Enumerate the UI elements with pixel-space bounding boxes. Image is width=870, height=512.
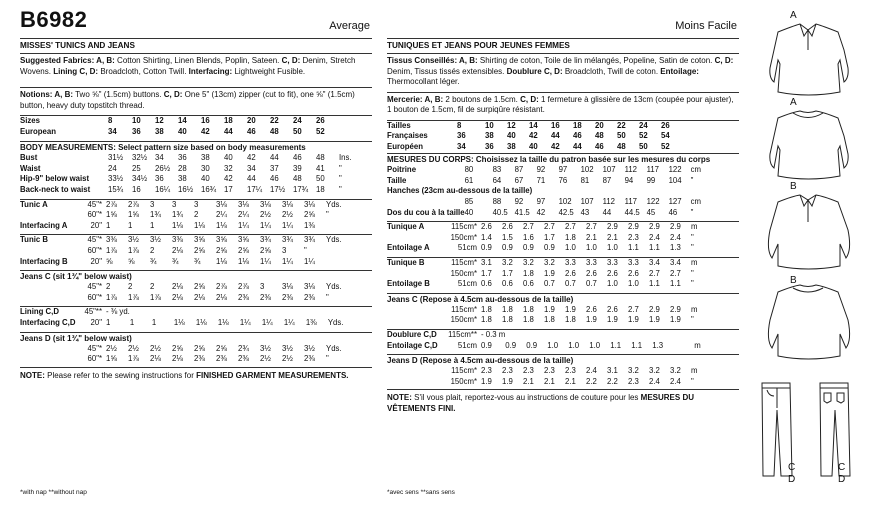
header: [20, 0, 372, 38]
garment-drawings: [748, 0, 870, 510]
fabrics-text: Suggested Fabrics: A, B: Cotton Shirting, Linen Blends, Poplin, Sateen. C, D: Denim, Stretch Wovens. Lining C, D: Broadcloth, Cotton Twill. Interfacing: Lightweight Fusible.: [20, 56, 356, 76]
yardage-row: Tunique A 115cm* 2.6 2.6 2.7 2.7 2.7 2.7 2.9 2.9 2.9 2.9 m: [387, 222, 698, 232]
yardage-row: 150cm* 1.4 1.5 1.6 1.7 1.8 2.1 2.1 2.3 2.4 2.4 ": [450, 232, 694, 242]
yardage-row: 150cm* 1.9 1.9 2.1 2.1 2.1 2.2 2.2 2.3 2.4 2.4 ": [450, 376, 694, 386]
body-row: Bust 31½ 32½ 34 36 38 40 42 44 46 48 Ins.: [20, 153, 352, 163]
view-label-c-back: C: [838, 462, 846, 473]
jeans-back-drawing: [820, 383, 850, 476]
view-label-a-front: A: [790, 10, 797, 21]
body-measurements-heading-fr: MESURES DU CORPS: Choisissez la taille du patron basée sur les mesures du corps: [387, 155, 711, 165]
yardage-row: 60"* 1⅝ 1⅝ 1¾ 1¾ 2 2¼ 2¼ 2½ 2½ 2⅝ ": [87, 210, 329, 220]
body-row: Back-neck to waist 15¾ 16 16¼ 16½ 16¾ 17 17¼ 17½ 17¾ 18 ": [20, 184, 342, 194]
francaises-row: Françaises 36 38 40 42 44 46 48 50 52 54: [387, 131, 670, 141]
yardage-table: [387, 330, 708, 351]
body-measurements-table: [20, 153, 359, 195]
tunic-a-back-drawing: [770, 111, 848, 179]
yardage-table: [387, 305, 705, 326]
body-row: Hip-9" below waist 33½ 34½ 36 38 40 42 44 46 48 50 ": [20, 174, 342, 184]
yardage-group-heading: Jeans D (Repose à 4.5cm au-dessous de la taille): [387, 356, 574, 366]
body-row: 85 88 92 97 102 107 112 117 122 127 cm: [464, 197, 701, 207]
difficulty-label: Average: [329, 20, 370, 32]
body-measurements-heading: BODY MEASUREMENTS: Select pattern size based on body measurements: [20, 143, 306, 153]
section-title-fr: TUNIQUES ET JEANS POUR JEUNES FEMMES: [387, 41, 570, 50]
view-label-d-front: D: [788, 474, 796, 485]
body-row: Dos du cou à la taille 40 40.5 41.5 42 42.5 43 44 44.5 45 46 ": [387, 207, 694, 217]
view-label-b-front: B: [790, 181, 797, 192]
footnote-fr: *avec sens **sans sens: [387, 489, 455, 496]
body-row: Taille 61 64 67 71 76 81 87 94 99 104 ": [387, 175, 694, 185]
garment-illustrations: [748, 0, 870, 510]
yardage-table: [20, 282, 350, 303]
body-row: Hanches (23cm au-dessous de la taille): [387, 186, 533, 196]
yardage-row: Interfacing C,D 20" 1 1 1 1⅛ 1⅛ 1⅛ 1¼ 1¼ 1¼ 1⅜ Yds.: [20, 317, 344, 327]
notions-text: Notions: A, B: Two ⅝" (1.5cm) buttons. C, D: One 5" (13cm) zipper (cut to fit), one ⅝" (1.5cm) button, heavy duty topstitch thread.: [20, 90, 355, 110]
yardage-section: [20, 199, 372, 365]
yardage-table: [20, 200, 350, 232]
note-text: NOTE: Please refer to the sewing instructions for FINISHED GARMENT MEASUREMENTS.: [20, 370, 349, 380]
yardage-section-fr: [387, 221, 739, 387]
yardage-row: Doublure C,D 115cm** - 0.3 m: [387, 330, 506, 339]
yardage-row: 115cm* 2.3 2.3 2.3 2.3 2.3 2.4 3.1 3.2 3.2 3.2 m: [451, 366, 698, 376]
yardage-row: 115cm* 1.8 1.8 1.8 1.9 1.9 2.6 2.6 2.7 2.9 2.9 m: [451, 304, 698, 314]
yardage-table: [387, 222, 705, 254]
yardage-row: Tunic B 45"* 3⅜ 3½ 3½ 3⅜ 3⅝ 3⅝ 3⅝ 3¾ 3¾ 3¾ Yds.: [20, 235, 342, 245]
pattern-number: B6982: [20, 7, 88, 32]
yardage-table: [20, 307, 352, 328]
yardage-row: Entoilage C,D 51cm 0.9 0.9 0.9 1.0 1.0 1.0 1.1 1.1 1.3 m: [387, 340, 701, 350]
yardage-row: 45"* 2½ 2½ 2½ 2⅝ 2⅝ 2⅝ 2¾ 3½ 3½ 3½ Yds.: [87, 343, 342, 353]
yardage-table: [20, 344, 350, 365]
yardage-row: 60"* 1⅞ 1⅞ 1⅞ 2⅛ 2⅛ 2⅛ 2⅜ 2⅜ 2⅜ 2⅜ ": [87, 292, 329, 302]
yardage-table: [20, 235, 350, 267]
yardage-group-heading: Jeans C (Repose à 4.5cm au-dessous de la taille): [387, 294, 574, 304]
yardage-row: Tunic A 45"* 2⅞ 2⅞ 3 3 3 3⅛ 3⅛ 3⅛ 3⅛ 3⅛ Yds.: [20, 199, 342, 209]
sizes-row: Tailles 8 10 12 14 16 18 20 22 24 26: [387, 120, 670, 130]
yardage-row: 60"* 1⅞ 1⅞ 2 2⅛ 2⅝ 2⅝ 2⅝ 2⅝ 3 ": [87, 245, 307, 255]
yardage-group-heading: Jeans C (sit 1¾" below waist): [20, 272, 132, 282]
yardage-row: 60"* 1⅝ 1⅞ 2⅛ 2⅛ 2⅜ 2⅜ 2⅜ 2½ 2½ 2⅜ ": [87, 354, 329, 364]
yardage-row: 150cm* 1.8 1.8 1.8 1.8 1.8 1.9 1.9 1.9 1.9 1.9 ": [450, 315, 694, 325]
english-column: [20, 0, 372, 381]
european-row: European 34 36 38 40 42 44 46 48 50 52: [20, 126, 325, 136]
yardage-row: Lining C,D 45"** - ⅜ yd.: [20, 307, 130, 317]
yardage-row: Interfacing A 20" 1 1 1 1⅛ 1⅛ 1⅛ 1¼ 1¼ 1¼ 1⅜: [20, 220, 315, 230]
yardage-row: Entoilage B 51cm 0.6 0.6 0.6 0.7 0.7 0.7 1.0 1.0 1.1 1.1 ": [387, 279, 694, 289]
yardage-table: [387, 258, 705, 290]
tunic-b-front-drawing: [768, 195, 849, 269]
section-title: MISSES' TUNICS AND JEANS: [20, 41, 135, 50]
fabrics-text-fr: Tissus Conseillés: A, B: Shirting de coton, Toile de lin mélangés, Popeline, Satin de coton. C, D: Denim, Tissus tissés extensibles. Doublure C, D: Broadcloth, Twill de coton. Entoilage: Thermocollant léger.: [387, 56, 734, 86]
yardage-row: Interfacing B 20" ⅝ ⅝ ¾ ¾ ¾ 1⅛ 1⅛ 1¼ 1¼ 1¼: [20, 256, 315, 266]
footnote: *with nap **without nap: [20, 489, 87, 496]
yardage-row: 45"* 2 2 2 2⅛ 2⅝ 2⅞ 2⅞ 3 3⅛ 3⅛ Yds.: [87, 282, 342, 292]
yardage-table: [387, 366, 705, 387]
header-fr: [387, 0, 739, 38]
yardage-group-heading: Jeans D (sit 1¾" below waist): [20, 333, 132, 343]
size-table: [20, 116, 339, 137]
yardage-row: Entoilage A 51cm 0.9 0.9 0.9 0.9 1.0 1.0 1.0 1.1 1.1 1.3 ": [387, 243, 694, 253]
body-measurements-table-fr: [387, 165, 707, 218]
view-label-d-back: D: [838, 474, 846, 485]
sizes-row: Sizes 8 10 12 14 16 18 20 22 24 26: [20, 116, 325, 125]
french-column: [387, 0, 739, 414]
tunic-b-back-drawing: [768, 285, 849, 359]
yardage-row: 150cm* 1.7 1.7 1.8 1.9 2.6 2.6 2.6 2.6 2.7 2.7 ": [450, 268, 694, 278]
note-text-fr: NOTE: S'il vous plait, reportez-vous au instructions de couture pour les MESURES DU VÊTEMENTS FINI.: [387, 393, 694, 413]
yardage-row: Tunique B 115cm* 3.1 3.2 3.2 3.2 3.3 3.3 3.3 3.3 3.4 3.4 m: [387, 258, 698, 268]
view-label-c-front: C: [788, 462, 796, 473]
body-row: Poitrine 80 83 87 92 97 102 107 112 117 122 cm: [387, 165, 701, 175]
view-label-b-back: B: [790, 275, 797, 286]
notions-text-fr: Mercerie: A, B: 2 boutons de 1.5cm. C, D: 1 fermeture à glissière de 13cm (coupée pour ajuster), 1 bouton de 1.5cm, fil de surpiqûre résistant.: [387, 94, 734, 114]
europeen-row: Européen 34 36 38 40 42 44 46 48 50 52: [387, 141, 670, 151]
body-row: Waist 24 25 26½ 28 30 32 34 37 39 41 ": [20, 163, 342, 173]
difficulty-label-fr: Moins Facile: [675, 20, 737, 32]
size-table-fr: [387, 121, 683, 153]
view-label-a-back: A: [790, 97, 797, 108]
tunic-a-front-drawing: [770, 24, 848, 95]
